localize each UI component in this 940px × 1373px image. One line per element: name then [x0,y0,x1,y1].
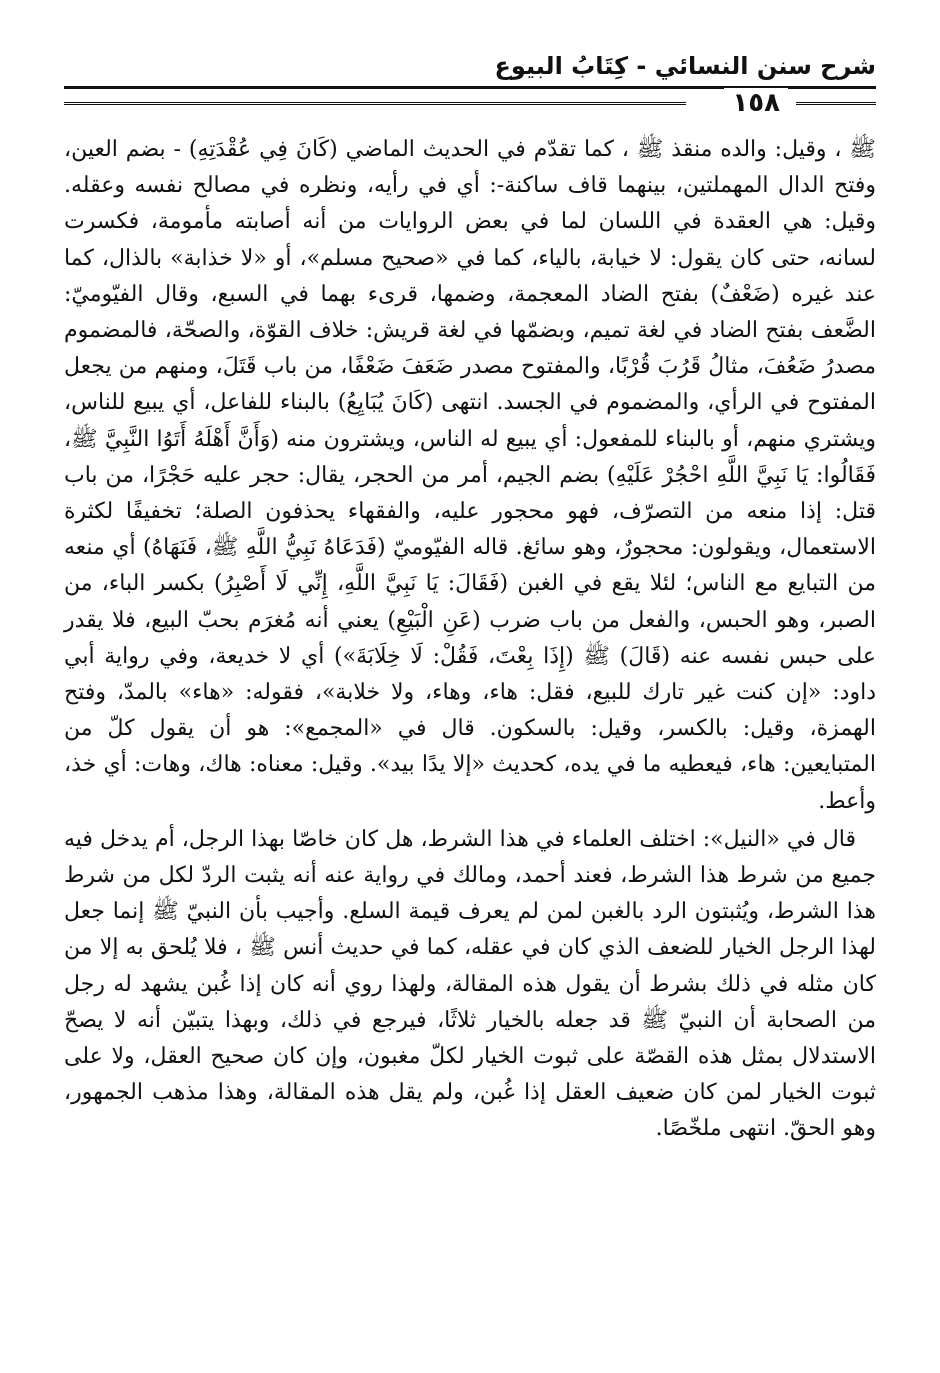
page-header [64,52,876,122]
page-number-row [64,86,876,122]
page-number: ١٥٨ [724,88,788,118]
paragraph-nayl-quote: قال في «النيل»: اختلف العلماء في هذا الشرط، هل كان خاصّا بهذا الرجل، أم يدخل فيه جميع من شرط هذا الشرط، فعند أحمد، ومالك في رواية عنه أنه يثبت الردّ لكل من شرط هذا الشرط، ويُثبتون الرد بالغبن لمن لم يعرف قيمة السلع. وأجيب بأن النبيّ ﷺ إنما جعل لهذا الرجل الخيار للضعف الذي كان في عقله، كما في حديث أنس ﷺ ، فلا يُلحق به إلا من كان مثله في ذلك بشرط أن يقول هذه المقالة، ولهذا روي أنه كان إذا غُبن يشهد له رجل من الصحابة أن النبيّ ﷺ قد جعله بالخيار ثلاثًا، فيرجع في ذلك، وبهذا يتبيّن أنه لا يصحّ الاستدلال بمثل هذه القصّة على ثبوت الخيار لكلّ مغبون، وإن كان صحيح العقل، ولا على ثبوت الخيار لمن كان ضعيف العقل إذا غُبن، ولم يقل هذه المقالة، وهذا مذهب الجمهور، وهو الحقّ. انتهى ملخّصًا. [64,826,876,1142]
book-title: شرح سنن النسائي - كِتَابُ البيوع [494,52,876,80]
body-text [64,132,876,1148]
page-number-rule-right [796,102,876,109]
paragraph-commentary: ﷺ ، وقيل: والده منقذ ﷺ ، كما تقدّم في الحديث الماضي (كَانَ فِي عُقْدَتِهِ) - بضم العين، وفتح الدال المهملتين، بينهما قاف ساكنة-: أي في رأيه، ونظره في مصالح نفسه وعقله. وقيل: هي العقدة في اللسان لما في بعض الروايات من أنه أصابته مأمومة، فكسرت لسانه، حتى كان يقول: لا خيابة، بالياء، كما في «صحيح مسلم»، أو «لا خذابة» بالذال، كما عند غيره (ضَعْفٌ) بفتح الضاد المعجمة، وضمها، قرىء بهما في السبع، وقال الفيّوميّ: الضَّعف بفتح الضاد في لغة تميم، وبضمّها في لغة قريش: خلاف القوّة، والصحّة، فالمضموم مصدرُ ضَعُفَ، مثالُ قَرُبَ قُرْبًا، والمفتوح مصدر ضَعَفَ ضَعْفًا، من باب قَتَلَ، ومنهم من يجعل المفتوح في الرأي، والمضموم في الجسد. انتهى (كَانَ يُبَايِعُ) بالبناء للفاعل، أي يبيع للناس، ويشتري منهم، أو بالبناء للمفعول: أي يبيع له الناس، ويشترون منه (وَأَنَّ أَهْلَهُ أَتَوُا النَّبِيَّ ﷺ، فَقَالُوا: يَا نَبِيَّ اللَّهِ احْجُرْ عَلَيْهِ) بضم الجيم، أمر من الحجر، يقال: حجر عليه حَجْرًا، من باب قتل: إذا منعه من التصرّف، فهو محجور عليه، والفقهاء يحذفون الصلة؛ تخفيفًا لكثرة الاستعمال، ويقولون: محجورٌ، وهو سائغ. قاله الفيّوميّ (فَدَعَاهُ نَبِيُّ اللَّهِ ﷺ، فَنَهَاهُ) أي منعه من التبايع مع الناس؛ لئلا يقع في الغبن (فَقَالَ: يَا نَبِيَّ اللَّهِ، إِنِّي لَا أَصْبِرُ) بكسر الباء، من الصبر، وهو الحبس، والفعل من باب ضرب (عَنِ الْبَيْعِ) يعني أنه مُغرَم بحبّ البيع، فلا يقدر على حبس نفسه عنه (قَالَ) ﷺ (إِذَا بِعْتَ، فَقُلْ: لَا خِلَابَةَ») أي لا خديعة، وفي رواية أبي داود: «إن كنت غير تارك للبيع، فقل: هاء، وهاء، ولا خلابة»، فقوله: «هاء» بالمدّ، وفتح الهمزة، وقيل: بالكسر، وقيل: بالسكون. قال في «المجمع»: هو أن يقول كلّ من المتبايعين: هاء، فيعطيه ما في يده، كحديث «إلا يدًا بيد». وقيل: معناه: هاك، وهات: أي خذ، وأعط. [64,137,876,814]
page-number-rule-left [64,102,686,109]
